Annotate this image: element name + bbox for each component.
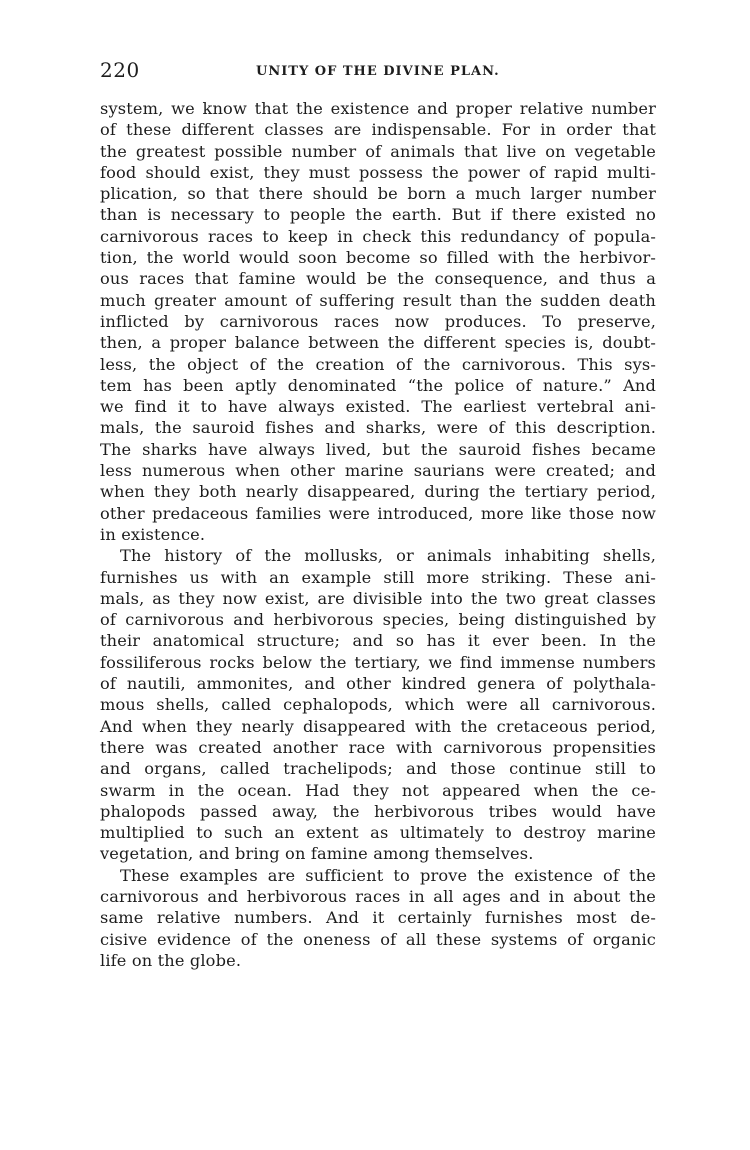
running-head: [100, 58, 656, 86]
text-line: furnishes us with an example still more striking. These ani-: [100, 567, 656, 587]
text-line: of carnivorous and herbivorous species, being distinguished by: [100, 610, 656, 630]
text-line: These examples are sufficient to prove the existence of the: [120, 865, 656, 885]
paragraph: [100, 865, 656, 971]
text-line: same relative numbers. And it certainly furnishes most de-: [100, 908, 656, 928]
text-line: their anatomical structure; and so has it ever been. In the: [100, 631, 656, 651]
text-line: plication, so that there should be born a much larger number: [100, 184, 656, 204]
page-number: 220: [100, 58, 140, 82]
text-line: then, a proper balance between the different species is, doubt-: [100, 333, 656, 353]
text-line: The sharks have always lived, but the sauroid fishes became: [100, 439, 656, 459]
text-line: food should exist, they must possess the power of rapid multi-: [100, 162, 656, 182]
text-line: phalopods passed away, the herbivorous tribes would have: [100, 801, 656, 821]
text-line: the greatest possible number of animals that live on vegetable: [100, 141, 656, 161]
text-line: and organs, called trachelipods; and those continue still to: [100, 759, 656, 779]
text-line: than is necessary to people the earth. But if there existed no: [100, 205, 656, 225]
text-line: tem has been aptly denominated “the police of nature.” And: [100, 375, 656, 395]
text-line: The history of the mollusks, or animals inhabiting shells,: [120, 546, 656, 566]
text-line: mals, as they now exist, are divisible into the two great classes: [100, 588, 656, 608]
text-line: vegetation, and bring on famine among themselves.: [100, 844, 534, 864]
text-line: of nautili, ammonites, and other kindred genera of polythala-: [100, 674, 656, 694]
running-title: UNITY OF THE DIVINE PLAN.: [256, 64, 500, 79]
paragraph: [100, 545, 656, 864]
text-line: swarm in the ocean. Had they not appeared when the ce-: [100, 780, 656, 800]
text-line: less, the object of the creation of the carnivorous. This sys-: [100, 354, 656, 374]
text-line: we find it to have always existed. The earliest vertebral ani-: [100, 397, 656, 417]
text-line: life on the globe.: [100, 950, 242, 970]
text-line: mous shells, called cephalopods, which were all carnivorous.: [100, 695, 656, 715]
book-page: [100, 58, 656, 971]
text-line: mals, the sauroid fishes and sharks, were of this description.: [100, 418, 656, 438]
body-text: [100, 98, 656, 971]
text-line: in existence.: [100, 524, 206, 544]
text-line: less numerous when other marine saurians were created; and: [100, 461, 656, 481]
text-line: system, we know that the existence and proper relative number: [100, 99, 656, 118]
paragraph: [100, 98, 656, 545]
text-line: inflicted by carnivorous races now produces. To preserve,: [100, 311, 656, 331]
text-line: there was created another race with carnivorous propensities: [100, 737, 656, 757]
text-line: fossiliferous rocks below the tertiary, we find immense numbers: [100, 652, 656, 672]
text-line: carnivorous and herbivorous races in all ages and in about the: [100, 886, 656, 906]
text-line: carnivorous races to keep in check this redundancy of popula-: [100, 226, 656, 246]
text-line: ous races that famine would be the consequence, and thus a: [100, 269, 656, 289]
text-line: cisive evidence of the oneness of all these systems of organic: [100, 929, 656, 949]
text-line: much greater amount of suffering result than the sudden death: [100, 290, 656, 310]
text-line: And when they nearly disappeared with the cretaceous period,: [100, 716, 656, 736]
text-line: of these different classes are indispensable. For in order that: [100, 120, 656, 140]
text-line: tion, the world would soon become so filled with the herbivor-: [100, 248, 656, 268]
text-line: multiplied to such an extent as ultimately to destroy marine: [100, 823, 656, 843]
text-line: other predaceous families were introduced, more like those now: [100, 503, 656, 523]
text-line: when they both nearly disappeared, during the tertiary period,: [100, 482, 656, 502]
